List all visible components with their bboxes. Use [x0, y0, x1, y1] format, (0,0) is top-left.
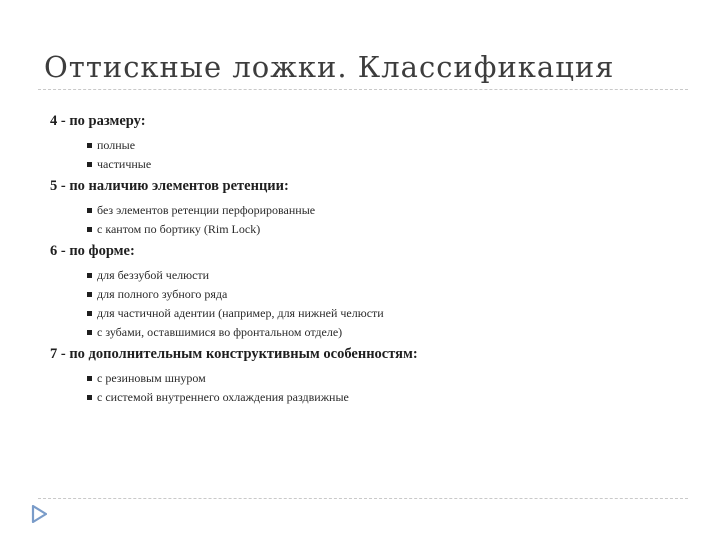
section-features [50, 345, 690, 407]
square-bullet-icon [87, 311, 92, 316]
square-bullet-icon [87, 330, 92, 335]
square-bullet-icon [87, 162, 92, 167]
square-bullet-icon [87, 143, 92, 148]
square-bullet-icon [87, 227, 92, 232]
list-item: с системой внутреннего охлаждения раздвижные [87, 388, 690, 407]
list-item: с зубами, оставшимися во фронтальном отделе) [87, 323, 690, 342]
square-bullet-icon [87, 208, 92, 213]
section-heading: 6 - по форме: [50, 243, 135, 259]
footer-divider [38, 498, 688, 499]
title-divider [38, 89, 688, 90]
list-item: частичные [87, 155, 690, 174]
item-list [50, 201, 690, 239]
item-list [50, 136, 690, 174]
list-item: без элементов ретенции перфорированные [87, 201, 690, 220]
section-heading: 4 - по размеру: [50, 113, 146, 129]
square-bullet-icon [87, 376, 92, 381]
list-item: полные [87, 136, 690, 155]
square-bullet-icon [87, 292, 92, 297]
section-size [50, 112, 690, 174]
item-list [50, 369, 690, 407]
list-item: для частичной адентии (например, для нижней челюсти [87, 304, 690, 323]
list-item: с кантом по бортику (Rim Lock) [87, 220, 690, 239]
square-bullet-icon [87, 273, 92, 278]
square-bullet-icon [87, 395, 92, 400]
list-item: для полного зубного ряда [87, 285, 690, 304]
list-item: с резиновым шнуром [87, 369, 690, 388]
section-retention [50, 177, 690, 239]
item-list [50, 266, 690, 342]
section-heading: 5 - по наличию элементов ретенции: [50, 178, 289, 194]
play-arrow-icon[interactable] [31, 505, 47, 523]
section-shape [50, 242, 690, 342]
slide-title: Оттискные ложки. Классификация [44, 50, 615, 84]
section-heading: 7 - по дополнительным конструктивным особенностям: [50, 346, 418, 362]
slide-content [50, 112, 690, 410]
list-item: для беззубой челюсти [87, 266, 690, 285]
